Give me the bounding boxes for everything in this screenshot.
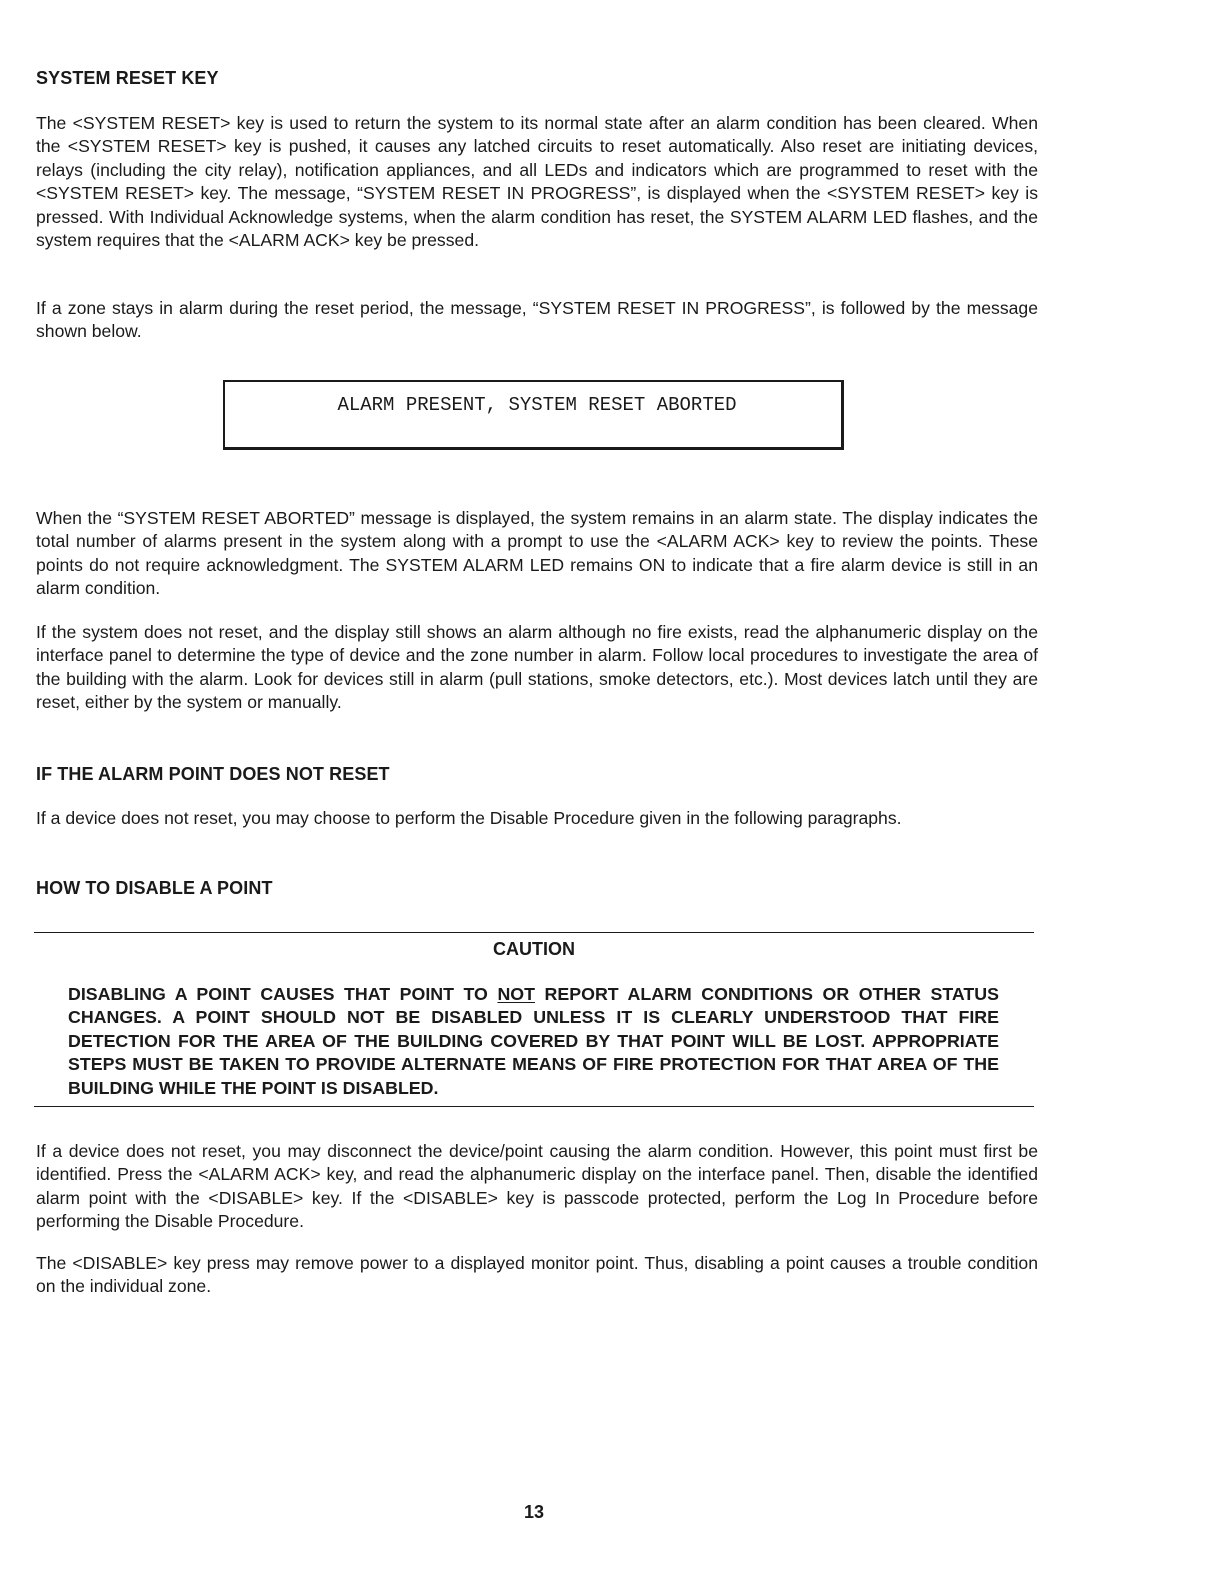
paragraph-reset-aborted: When the “SYSTEM RESET ABORTED” message is displayed, the system remains in an alarm state. The display indicates the total number of alarms present in the system along with a prompt to use the <ALARM ACK> key to review the points. These points do not require acknowledgment. The SYSTEM ALARM LED remains ON to indicate that a fire alarm device is still in an alarm condition. [36,508,1038,599]
heading-alarm-point-does-not-reset: IF THE ALARM POINT DOES NOT RESET [36,764,390,784]
paragraph-disable-key-power: The <DISABLE> key press may remove power to a displayed monitor point. Thus, disabling a point causes a trouble condition on the individual zone. [36,1253,1038,1297]
caution-text-rest: REPORT ALARM CONDITIONS OR OTHER STATUS CHANGES. A POINT SHOULD NOT BE DISABLED UNLESS IT IS CLEARLY UNDERSTOOD THAT FIRE DETECTION FOR THE AREA OF THE BUILDING COVERED BY THAT POINT WILL BE LOST. APPROPRIATE STEPS MUST BE TAKEN TO PROVIDE ALTERNATE MEANS OF FIRE PROTECTION FOR THAT AREA OF THE BUILDING WHILE THE POINT IS DISABLED. [68,984,999,1098]
lcd-display-box [223,380,844,450]
page-number: 13 [523,1502,545,1522]
paragraph-disconnect-device: If a device does not reset, you may disconnect the device/point causing the alarm condition. However, this point must first be identified. Press the <ALARM ACK> key, and read the alphanumeric display on the interface panel. Then, disable the identified alarm point with the <DISABLE> key. If the <DISABLE> key is passcode protected, perform the Log In Procedure before performing the Disable Procedure. [36,1141,1038,1232]
display-message: ALARM PRESENT, SYSTEM RESET ABORTED [337,394,737,416]
caution-text [68,983,999,1100]
paragraph-system-does-not-reset: If the system does not reset, and the display still shows an alarm although no fire exists, read the alphanumeric display on the interface panel to determine the type of device and the zone number in alarm. Follow local procedures to investigate the area of the building with the alarm. Look for devices still in alarm (pull stations, smoke detectors, etc.). Most devices latch until they are reset, either by the system or manually. [36,622,1038,713]
paragraph-system-reset-description: The <SYSTEM RESET> key is used to return the system to its normal state after an alarm condition has been cleared. When the <SYSTEM RESET> key is pushed, it causes any latched circuits to reset automatically. Also reset are initiating devices, relays (including the city relay), notification appliances, and all LEDs and indicators which are programmed to reset with the <SYSTEM RESET> key. The message, “SYSTEM RESET IN PROGRESS”, is displayed when the <SYSTEM RESET> key is pressed. With Individual Acknowledge systems, when the alarm condition has reset, the SYSTEM ALARM LED flashes, and the system requires that the <ALARM ACK> key be pressed. [36,113,1038,251]
paragraph-disable-procedure-intro: If a device does not reset, you may choose to perform the Disable Procedure given in the following paragraphs. [36,808,902,828]
caution-bottom-rule [34,1106,1034,1107]
caution-emphasis-not: NOT [497,984,535,1004]
caution-top-rule [34,932,1034,933]
heading-how-to-disable-a-point: HOW TO DISABLE A POINT [36,878,273,898]
caution-text-start: DISABLING A POINT CAUSES THAT POINT TO [68,984,498,1004]
paragraph-zone-stays-in-alarm: If a zone stays in alarm during the reset period, the message, “SYSTEM RESET IN PROGRESS”, is followed by the message shown below. [36,298,1038,342]
heading-system-reset-key: SYSTEM RESET KEY [36,68,219,88]
caution-title: CAUTION [493,939,575,959]
